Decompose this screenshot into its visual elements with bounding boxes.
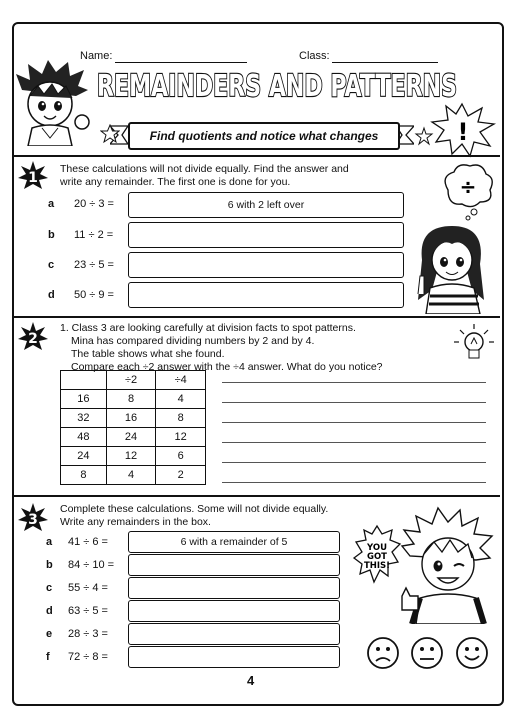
table-header-cell: ÷4	[156, 371, 206, 390]
calculation: 28 ÷ 3 =	[68, 628, 108, 640]
exclamation-mark: !	[457, 118, 469, 146]
page-number: 4	[247, 673, 255, 688]
row-letter: f	[46, 651, 50, 663]
table-cell: 32	[61, 409, 107, 428]
row-letter: a	[46, 536, 53, 548]
table-cell: 48	[61, 428, 107, 447]
table-cell: 12	[106, 447, 156, 466]
answer-box[interactable]	[128, 531, 340, 553]
table-header-row	[61, 371, 206, 390]
instruction-line: Complete these calculations. Some will not divide equally.	[60, 503, 329, 515]
table-cell: 8	[156, 409, 206, 428]
instruction-line: write any remainder. The first one is done for you.	[60, 176, 291, 188]
table-cell: 2	[156, 466, 206, 485]
sad-face-icon[interactable]	[366, 636, 400, 670]
instruction-line: 1. Class 3 are looking carefully at division facts to spot patterns.	[60, 322, 356, 334]
row-letter: c	[46, 582, 53, 594]
division-table	[60, 370, 206, 485]
neutral-face-icon[interactable]	[410, 636, 444, 670]
girl-mascot-illustration	[408, 220, 494, 314]
answer-box[interactable]	[128, 600, 340, 622]
answer-box[interactable]	[128, 646, 340, 668]
row-letter: e	[46, 628, 53, 640]
row-letter: c	[48, 259, 55, 271]
answer-box[interactable]	[128, 222, 404, 248]
answer-box[interactable]	[128, 252, 404, 278]
table-cell: 6	[156, 447, 206, 466]
instruction-line: Compare each ÷2 answer with the ÷4 answer. What do you notice?	[71, 361, 383, 373]
table-row	[61, 466, 206, 485]
subtitle-box	[128, 122, 400, 150]
calculation: 50 ÷ 9 =	[74, 289, 114, 301]
row-letter: b	[46, 559, 53, 571]
table-row	[61, 428, 206, 447]
answer-box[interactable]	[128, 554, 340, 576]
table-cell: 16	[106, 409, 156, 428]
row-letter: b	[48, 229, 55, 241]
table-cell: 24	[106, 428, 156, 447]
table-cell: 16	[61, 390, 107, 409]
boy-mascot-illustration	[12, 60, 94, 146]
subtitle-text: Find quotients and notice what changes	[149, 129, 379, 143]
calculation: 20 ÷ 3 =	[74, 198, 114, 210]
instruction-line: The table shows what she found.	[71, 348, 225, 360]
calculation: 63 ÷ 5 =	[68, 605, 108, 617]
row-letter: d	[48, 289, 55, 301]
worksheet-title	[92, 52, 462, 114]
calculation: 23 ÷ 5 =	[74, 259, 114, 271]
table-cell: 12	[156, 428, 206, 447]
table-row	[61, 447, 206, 466]
writing-line[interactable]	[222, 462, 486, 463]
section-1-badge	[18, 161, 48, 191]
thumbs-up-boy-illustration	[398, 506, 496, 624]
lightbulb-icon	[452, 322, 496, 364]
table-cell: 4	[156, 390, 206, 409]
divide-thought-bubble	[436, 160, 496, 222]
section-1-instructions	[60, 163, 349, 189]
class-label: Class:	[299, 50, 330, 62]
writing-line[interactable]	[222, 402, 486, 403]
row-letter: d	[46, 605, 53, 617]
section-3-number: 3	[28, 512, 38, 528]
speech-text: GOT	[366, 552, 388, 562]
answer-box[interactable]	[128, 623, 340, 645]
section-3-badge	[18, 503, 48, 533]
answer-text: 6 with a remainder of 5	[180, 536, 288, 548]
section-divider	[12, 495, 500, 497]
happy-face-icon[interactable]	[455, 636, 489, 670]
table-header-cell: ÷2	[106, 371, 156, 390]
star-icon	[100, 124, 120, 144]
instruction-line: Mina has compared dividing numbers by 2 and by 4.	[71, 335, 315, 347]
section-divider	[12, 316, 500, 318]
table-cell: 4	[106, 466, 156, 485]
table-cell: 8	[106, 390, 156, 409]
calculation: 55 ÷ 4 =	[68, 582, 108, 594]
writing-line[interactable]	[222, 422, 486, 423]
section-2-badge	[18, 322, 48, 352]
divide-icon: ÷	[459, 175, 477, 199]
section-divider	[12, 155, 500, 157]
answer-box[interactable]	[128, 192, 404, 218]
table-row	[61, 409, 206, 428]
exclamation-burst	[410, 100, 500, 160]
name-label: Name:	[80, 50, 113, 62]
answer-box[interactable]	[128, 282, 404, 308]
answer-text: 6 with 2 left over	[227, 199, 305, 211]
table-cell: 8	[61, 466, 107, 485]
section-2-number: 2	[28, 331, 38, 347]
table-cell: 24	[61, 447, 107, 466]
answer-box[interactable]	[128, 577, 340, 599]
calculation: 72 ÷ 8 =	[68, 651, 108, 663]
table-header-cell	[61, 371, 107, 390]
speech-text: YOU	[367, 543, 387, 553]
section-3-instructions	[60, 503, 328, 529]
row-letter: a	[48, 198, 55, 210]
calculation: 11 ÷ 2 =	[74, 229, 114, 241]
calculation: 84 ÷ 10 =	[68, 559, 115, 571]
section-1-number: 1	[28, 170, 38, 186]
writing-line[interactable]	[222, 482, 486, 483]
writing-line[interactable]	[222, 442, 486, 443]
title-text: REMAINDERS AND PATTERNS	[97, 69, 457, 104]
calculation: 41 ÷ 6 =	[68, 536, 108, 548]
table-row	[61, 390, 206, 409]
writing-line[interactable]	[222, 382, 486, 383]
speech-text: THIS!	[363, 561, 391, 571]
instruction-line: These calculations will not divide equally. Find the answer and	[60, 163, 349, 175]
instruction-line: Write any remainders in the box.	[60, 516, 211, 528]
speech-bubble	[352, 524, 402, 588]
section-2-instructions	[60, 322, 383, 374]
